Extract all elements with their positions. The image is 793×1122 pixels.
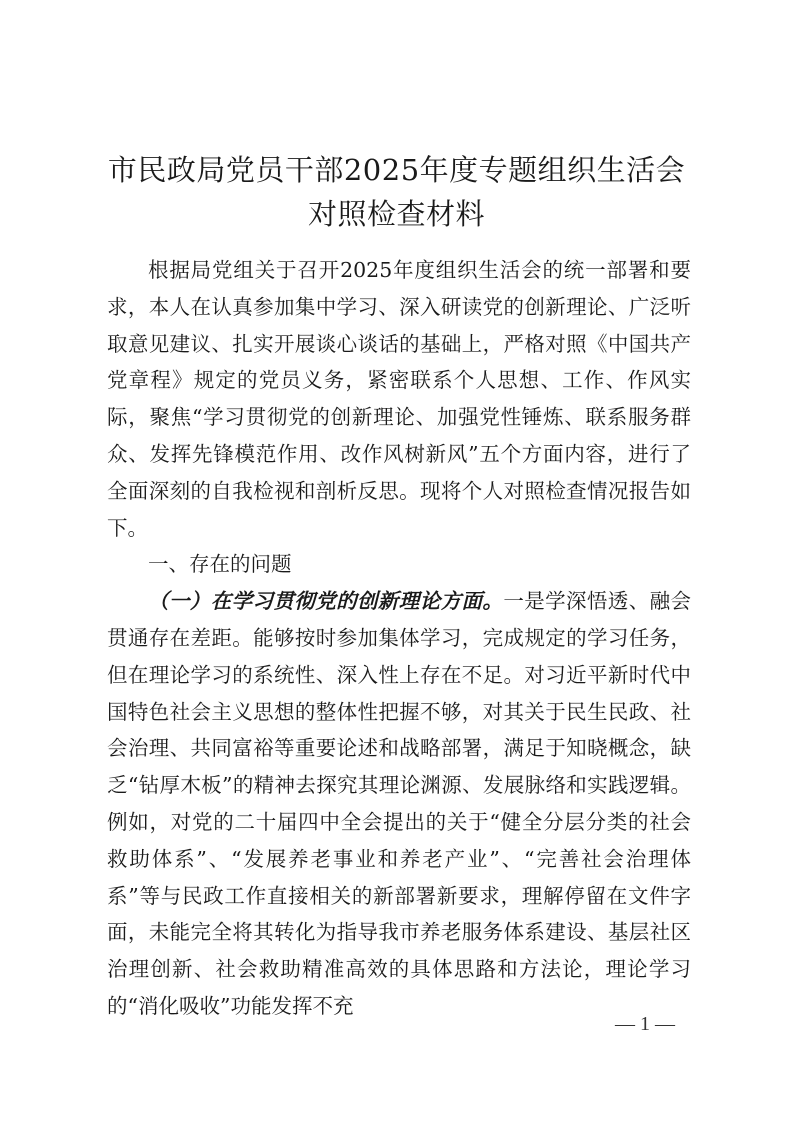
subsection-text: 一是学深悟透、融会贯通存在差距。能够按时参加集体学习，完成规定的学习任务，但在理论学习的系统性、深入性上存在不足。对习近平新时代中国特色社会主义思想的整体性把握不够，对其关于民生民政、社会治理、共同富裕等重要论述和战略部署，满足于知晓概念，缺乏“钻厚木板”的精神去探究其理论渊源、发展脉络和实践逻辑。例如，对党的二十届四中全会提出的关于“健全分层分类的社会救助体系”、“发展养老事业和养老产业”、“完善社会治理体系”等与民政工作直接相关的新部署新要求，理解停留在文件字面，未能完全将其转化为指导我市养老服务体系建设、基层社区治理创新、社会救助精准高效的具体思路和方法论，理论学习的“消化吸收”功能发挥不充 <box>107 589 692 1018</box>
document-title <box>60 148 733 236</box>
section-heading-problems: 一、存在的问题 <box>148 552 292 577</box>
document-body <box>107 252 691 1025</box>
subsection-heading: （一）在学习贯彻党的创新理论方面。 <box>148 589 504 614</box>
title-line-1: 市民政局党员干部2025年度专题组织生活会 <box>107 153 686 187</box>
page-number: — 1 — <box>615 1013 675 1035</box>
title-line-2: 对照检查材料 <box>307 197 485 231</box>
subsection-paragraph <box>107 583 691 1025</box>
intro-paragraph: 根据局党组关于召开2025年度组织生活会的统一部署和要求，本人在认真参加集中学习、深入研读党的创新理论、广泛听取意见建议、扎实开展谈心谈话的基础上，严格对照《中国共产党章程》规定的党员义务，紧密联系个人思想、工作、作风实际，聚焦“学习贯彻党的创新理论、加强党性锤炼、联系服务群众、发挥先锋模范作用、改作风树新风”五个方面内容，进行了全面深刻的自我检视和剖析反思。现将个人对照检查情况报告如下。 <box>107 258 691 540</box>
